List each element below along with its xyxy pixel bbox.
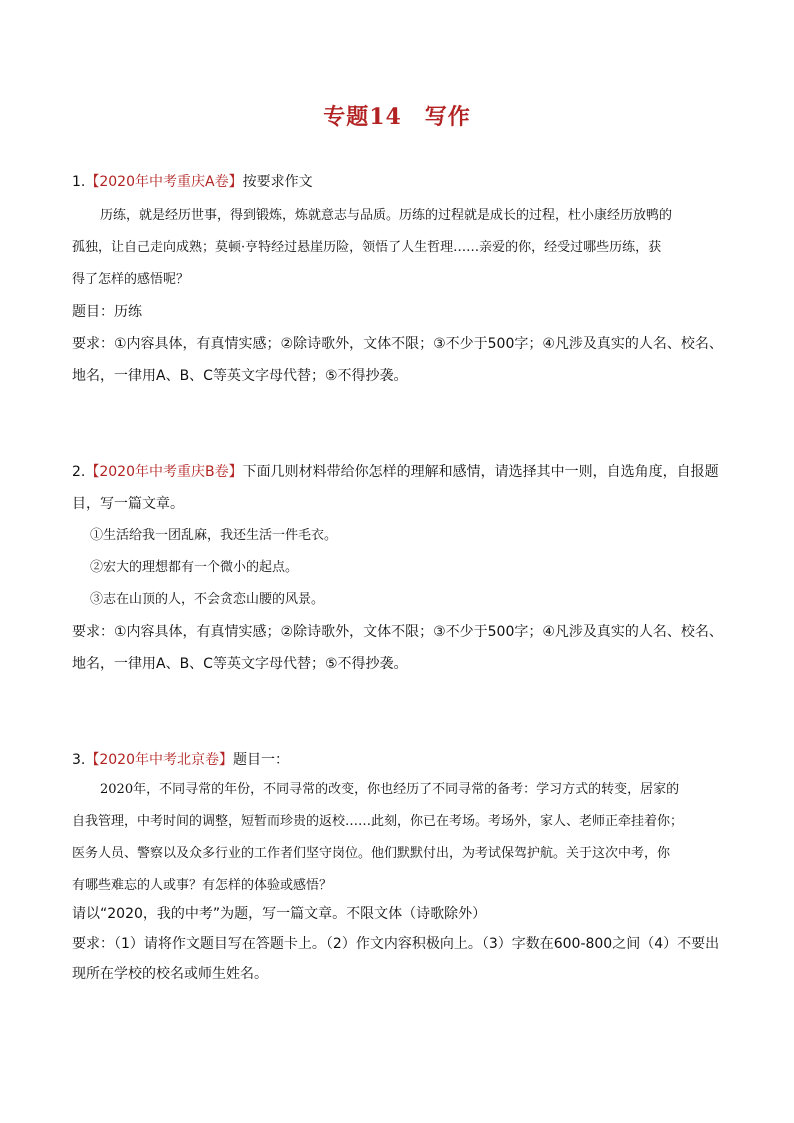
question-prompt: 按要求作文 <box>242 174 313 190</box>
requirement-line: 要求：（1）请将作文题目写在答题卡上。（2）作文内容积极向上。（3）字数在600-800之间（4）不要出 <box>72 936 720 952</box>
passage-line: 有哪些难忘的人或事？有怎样的体验或感悟？ <box>72 878 333 893</box>
question-1 <box>72 172 738 386</box>
question-prompt-cont: 目，写一篇文章。 <box>72 496 184 512</box>
passage-line: 得了怎样的感悟呢？ <box>72 272 190 287</box>
question-source: 【2020年中考北京卷】 <box>85 752 233 768</box>
question-1-header <box>72 172 738 192</box>
question-2 <box>72 462 738 674</box>
question-2-header <box>72 462 738 482</box>
requirement-line: 要求：①内容具体，有真情实感；②除诗歌外，文体不限；③不少于500字；④凡涉及真实的人名、校名、 <box>72 624 723 640</box>
question-3-header <box>72 750 738 770</box>
requirement-line: 要求：①内容具体，有真情实感；②除诗歌外，文体不限；③不少于500字；④凡涉及真实的人名、校名、 <box>72 336 723 352</box>
question-source: 【2020年中考重庆A卷】 <box>85 174 243 190</box>
question-prompt: 下面几则材料带给你怎样的理解和感情，请选择其中一则，自选角度，自报题 <box>242 464 719 480</box>
requirement-line: 现所在学校的校名或师生姓名。 <box>72 966 268 982</box>
instruction-line: 请以“2020，我的中考”为题，写一篇文章。不限文体（诗歌除外） <box>72 906 487 922</box>
topic-line: 题目：历练 <box>72 304 142 320</box>
passage-line: 2020年，不同寻常的年份，不同寻常的改变，你也经历了不同寻常的备考：学习方式的转变，居家的 <box>100 782 680 797</box>
requirement-line: 地名，一律用A、B、C等英文字母代替；⑤不得抄袭。 <box>72 368 408 384</box>
passage-line: 医务人员、警察以及众多行业的工作者们坚守岗位。他们默默付出，为考试保驾护航。关于这次中考，你 <box>72 846 671 861</box>
passage-line: 自我管理，中考时间的调整，短暂而珍贵的返校……此刻，你已在考场。考场外，家人、老师正牵挂着你； <box>72 814 684 829</box>
question-source: 【2020年中考重庆B卷】 <box>85 464 243 480</box>
question-number: 3. <box>72 752 86 768</box>
page-title: 专题14 写作 <box>323 104 471 130</box>
material-item: ③志在山顶的人，不会贪恋山腰的风景。 <box>90 592 325 607</box>
material-item: ①生活给我一团乱麻，我还生活一件毛衣。 <box>90 528 338 543</box>
requirement-line: 地名，一律用A、B、C等英文字母代替；⑤不得抄袭。 <box>72 656 408 672</box>
question-3 <box>72 750 738 984</box>
question-number: 1. <box>72 174 86 190</box>
passage-line: 历练，就是经历世事，得到锻炼，炼就意志与品质。历练的过程就是成长的过程，杜小康经历放鸭的 <box>100 208 673 223</box>
material-item: ②宏大的理想都有一个微小的起点。 <box>90 560 299 575</box>
passage-line: 孤独，让自己走向成熟；莫顿·亨特经过悬崖历险，领悟了人生哲理……亲爱的你，经受过哪些历练，获 <box>72 240 662 255</box>
question-number: 2. <box>72 464 86 480</box>
question-prompt: 题目一： <box>233 752 289 768</box>
